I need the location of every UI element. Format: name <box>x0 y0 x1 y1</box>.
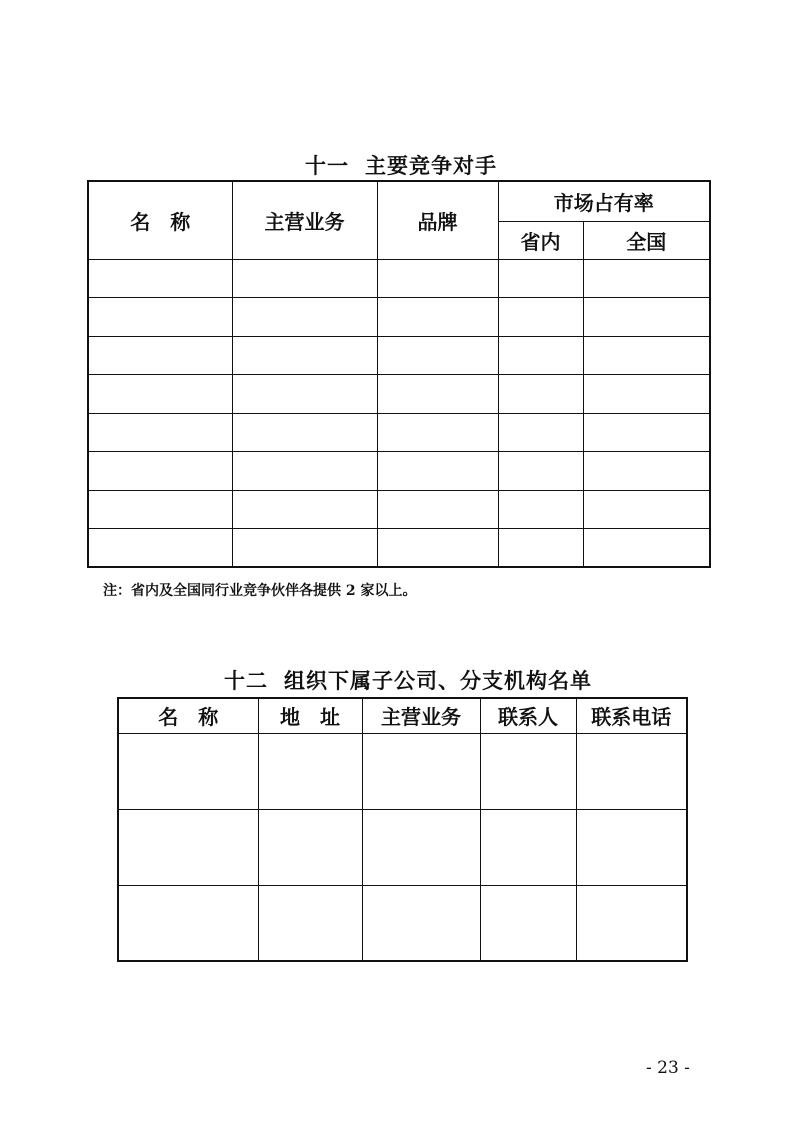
table-cell[interactable] <box>498 452 583 491</box>
table-cell[interactable] <box>88 452 232 491</box>
competitors-table <box>87 180 711 568</box>
table-cell[interactable] <box>88 298 232 337</box>
table-cell[interactable] <box>377 490 498 529</box>
table-cell[interactable] <box>232 413 377 452</box>
section-12-title <box>224 665 592 695</box>
header-national: 全国 <box>583 221 710 259</box>
header-contact-person: 联系人 <box>480 698 576 733</box>
table-cell[interactable] <box>88 413 232 452</box>
table-cell[interactable] <box>258 733 362 809</box>
section-11-number: 十一 <box>305 154 349 178</box>
header-provincial: 省内 <box>498 221 583 259</box>
table-cell[interactable] <box>480 885 576 961</box>
table-cell[interactable] <box>583 413 710 452</box>
table-cell[interactable] <box>377 298 498 337</box>
table-cell[interactable] <box>232 259 377 298</box>
table-cell[interactable] <box>377 529 498 568</box>
table-row <box>118 885 687 961</box>
table-cell[interactable] <box>583 298 710 337</box>
table-row <box>88 259 710 298</box>
table-cell[interactable] <box>583 336 710 375</box>
table-cell[interactable] <box>232 336 377 375</box>
table-cell[interactable] <box>583 452 710 491</box>
table-cell[interactable] <box>362 809 480 885</box>
header-main-business: 主营业务 <box>362 698 480 733</box>
table-cell[interactable] <box>232 490 377 529</box>
table-cell[interactable] <box>377 336 498 375</box>
header-name: 名 称 <box>118 698 258 733</box>
table-cell[interactable] <box>498 413 583 452</box>
table-row <box>88 298 710 337</box>
table-row <box>88 452 710 491</box>
table-cell[interactable] <box>498 259 583 298</box>
table-row <box>88 413 710 452</box>
table-row <box>88 336 710 375</box>
table-cell[interactable] <box>258 809 362 885</box>
header-market-share: 市场占有率 <box>498 181 710 221</box>
table-cell[interactable] <box>88 490 232 529</box>
section-11-heading: 主要竞争对手 <box>365 154 497 178</box>
table-cell[interactable] <box>88 529 232 568</box>
table-cell[interactable] <box>118 733 258 809</box>
table-cell[interactable] <box>232 298 377 337</box>
table-cell[interactable] <box>576 733 687 809</box>
table-cell[interactable] <box>232 452 377 491</box>
table-cell[interactable] <box>480 733 576 809</box>
table-cell[interactable] <box>576 885 687 961</box>
table-row <box>118 733 687 809</box>
section-12-number: 十二 <box>224 669 268 693</box>
table-cell[interactable] <box>88 375 232 414</box>
header-main-business: 主营业务 <box>232 181 377 259</box>
header-address: 地 址 <box>258 698 362 733</box>
table-row <box>88 529 710 568</box>
table-cell[interactable] <box>498 298 583 337</box>
table-cell[interactable] <box>583 259 710 298</box>
subsidiaries-table <box>117 697 688 962</box>
section-11-title <box>305 150 497 180</box>
table-cell[interactable] <box>498 529 583 568</box>
table-cell[interactable] <box>118 809 258 885</box>
table-cell[interactable] <box>480 809 576 885</box>
header-name: 名 称 <box>88 181 232 259</box>
table-cell[interactable] <box>232 529 377 568</box>
table-cell[interactable] <box>583 529 710 568</box>
table-cell[interactable] <box>258 885 362 961</box>
table-row <box>88 490 710 529</box>
table-cell[interactable] <box>498 375 583 414</box>
table-cell[interactable] <box>362 733 480 809</box>
table-cell[interactable] <box>232 375 377 414</box>
page-number: - 23 - <box>646 1058 690 1078</box>
table-cell[interactable] <box>377 452 498 491</box>
header-contact-phone: 联系电话 <box>576 698 687 733</box>
section-12-heading: 组织下属子公司、分支机构名单 <box>284 669 592 693</box>
header-brand: 品牌 <box>377 181 498 259</box>
table-cell[interactable] <box>377 413 498 452</box>
table-cell[interactable] <box>88 259 232 298</box>
table-cell[interactable] <box>498 490 583 529</box>
table-row <box>88 375 710 414</box>
table-cell[interactable] <box>583 375 710 414</box>
table-cell[interactable] <box>377 259 498 298</box>
table-row <box>118 809 687 885</box>
section-11-note: 注：省内及全国同行业竞争伙伴各提供 2 家以上。 <box>103 583 417 599</box>
table-cell[interactable] <box>88 336 232 375</box>
table-cell[interactable] <box>576 809 687 885</box>
table-cell[interactable] <box>498 336 583 375</box>
table-cell[interactable] <box>118 885 258 961</box>
table-cell[interactable] <box>583 490 710 529</box>
table-cell[interactable] <box>362 885 480 961</box>
table-cell[interactable] <box>377 375 498 414</box>
